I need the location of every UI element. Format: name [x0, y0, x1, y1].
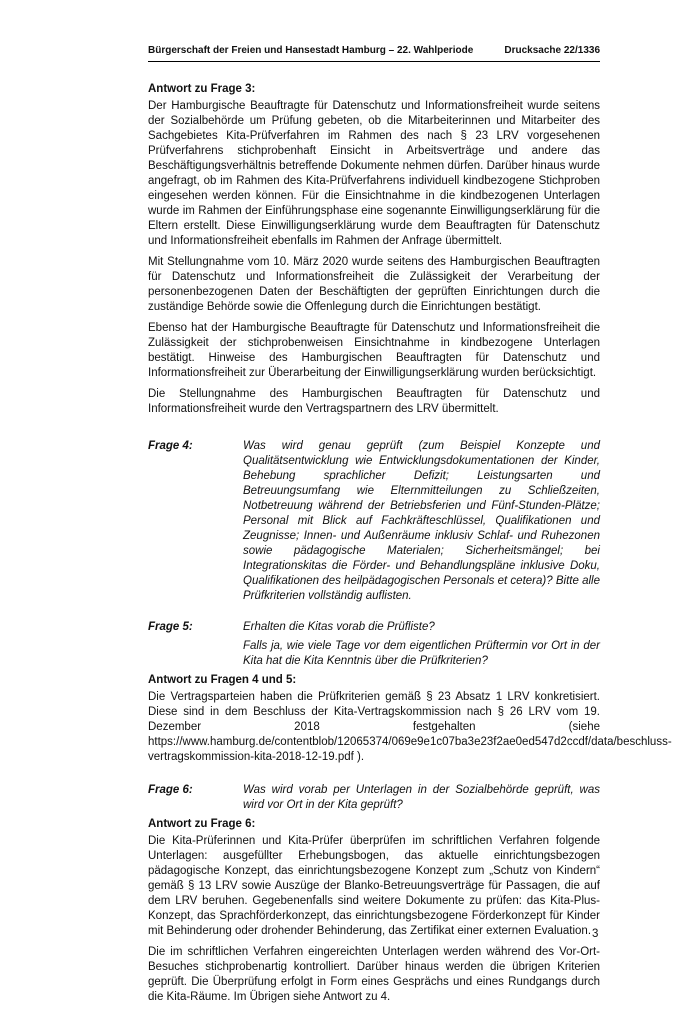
header-publisher: Bürgerschaft der Freien und Hansestadt Hamburg – 22. Wahlperiode [148, 45, 474, 56]
question-5-label: Frage 5: [148, 621, 193, 633]
question-4-text: Was wird genau geprüft (zum Beispiel Konzepte und Qualitätsentwicklung wie Entwicklungsdokumentationen der Kinder, Behebung sprachlicher Defizit; Leistungsarten und Betreuungsumfang wie Elternmitteilungen zu Schließzeiten, Notbetreuung während der Betriebsferien und Fünf-Stunden-Plätze; Personal mit Blick auf Fachkräfteschlüssel, Qualifikationen und Zeugnisse; Innen- und Außenräume inklusiv Schlaf- und Ruhezonen sowie pädagogische Materialen; Sicherheitsmängel; bei Integrationskitas die Förder- und Behandlungspläne inklusive Doku, Qualifikationen des heilpädagogischen Personals et cetera)? Bitte alle Prüfkriterien vollständig auflisten. [243, 440, 600, 602]
document-body [148, 82, 672, 1011]
question-4-label: Frage 4: [148, 440, 193, 452]
answer-3-paragraph-4: Die Stellungnahme des Hamburgischen Beauftragten für Datenschutz und Informationsfreiheit wurde den Vertragspartnern des LRV übermittelt. [148, 388, 600, 415]
question-5 [148, 620, 600, 673]
header-rule [148, 61, 600, 62]
question-6-text: Was wird vorab per Unterlagen in der Sozialbehörde geprüft, was wird vor Ort in der Kita geprüft? [243, 784, 600, 811]
question-6 [148, 783, 600, 817]
question-4 [148, 439, 600, 608]
answer-3-paragraph-2: Mit Stellungnahme vom 10. März 2020 wurde seitens des Hamburgischen Beauftragten für Datenschutz und Informationsfreiheit die Zulässigkeit der Verarbeitung der personenbezogenen Daten der Beschäftigten der geprüften Einrichtungen durch die zuständige Behörde sowie die Offenlegung durch die Einrichtungen bestätigt. [148, 256, 600, 313]
question-6-label: Frage 6: [148, 784, 193, 796]
answer-3-heading: Antwort zu Frage 3: [148, 83, 256, 95]
answer-4-5-heading: Antwort zu Fragen 4 und 5: [148, 674, 297, 686]
answer-6-paragraph-1: Die Kita-Prüferinnen und Kita-Prüfer überprüfen im schriftlichen Verfahren folgende Unterlagen: ausgefüllter Erhebungsbogen, das aktuelle einrichtungsbezogen pädagogische Konzept, das einrichtungsbezogene Konzept zum „Schutz von Kindern“ gemäß § 13 LRV sowie Auszüge der Blanko-Betreuungsverträge für Passagen, die auf dem LRV beruhen. Gegebenenfalls sind weitere Dokumente zu prüfen: das Kita-Plus-Konzept, das Sprachförderkonzept, das einrichtungsbezogene Förderkonzept für Kinder mit Behinderung oder drohender Behinderung, das Zertifikat einer externen Evaluation. [148, 835, 600, 937]
answer-4-5-paragraph: Die Vertragsparteien haben die Prüfkriterien gemäß § 23 Absatz 1 LRV konkretisiert. Diese sind in dem Beschluss der Kita-Vertragskommission nach § 26 LRV vom 19. Dezember 2018 festgehalten (siehe https://www.hamburg.de/contentblob/12065374/069e9e1c07ba3e23f2ae0ed547d2ccdf/data/beschluss-vertragskommission-kita-2018-12-19.pdf ). [148, 691, 672, 763]
page-number: 3 [592, 928, 599, 940]
answer-6-heading: Antwort zu Frage 6: [148, 818, 256, 830]
page-header [148, 45, 600, 56]
header-document-number: Drucksache 22/1336 [504, 45, 600, 56]
answer-3-paragraph-1: Der Hamburgische Beauftragte für Datenschutz und Informationsfreiheit wurde seitens der Sozialbehörde um Prüfung gebeten, ob die Mitarbeiterinnen und Mitarbeiter des Sachgebietes Kita-Prüfverfahren im Rahmen des nach § 23 LRV vorgesehenen Prüfverfahrens stichprobenhaft Einsicht in Arbeitsverträge und andere das Beschäftigungsverhältnis betreffende Dokumente nehmen dürfen. Darüber hinaus wurde angefragt, ob im Rahmen des Kita-Prüfverfahrens individuell kindbezogene Stichproben eingesehen werden können. Für die Einsichtnahme in die kindbezogenen Unterlagen wurde im Rahmen der Einführungsphase eine sogenannte Einwilligungserklärung für die Eltern erstellt. Diese Einwilligungserklärung wurde dem Beauftragten für Datenschutz und Informationsfreiheit ebenfalls im Rahmen der Anfrage übermittelt. [148, 100, 600, 247]
question-5-text-2: Falls ja, wie viele Tage vor dem eigentlichen Prüftermin vor Ort in der Kita hat die Kita Kenntnis über die Prüfkriterien? [243, 640, 600, 667]
answer-6-paragraph-2: Die im schriftlichen Verfahren eingereichten Unterlagen werden während des Vor-Ort-Besuches stichprobenartig kontrolliert. Darüber hinaus werden die übrigen Kriterien geprüft. Die Überprüfung erfolgt in Form eines Gesprächs und eines Rundgangs durch die Kita-Räume. Im Übrigen siehe Antwort zu 4. [148, 946, 600, 1003]
question-5-text-1: Erhalten die Kitas vorab die Prüfliste? [243, 621, 435, 633]
answer-3-paragraph-3: Ebenso hat der Hamburgische Beauftragte für Datenschutz und Informationsfreiheit die Zulässigkeit der stichprobenweisen Einsichtnahme in kindbezogene Unterlagen bestätigt. Hinweise des Hamburgischen Beauftragten für Datenschutz und Informationsfreiheit zur Überarbeitung der Einwilligungserklärung wurden berücksichtigt. [148, 322, 600, 379]
